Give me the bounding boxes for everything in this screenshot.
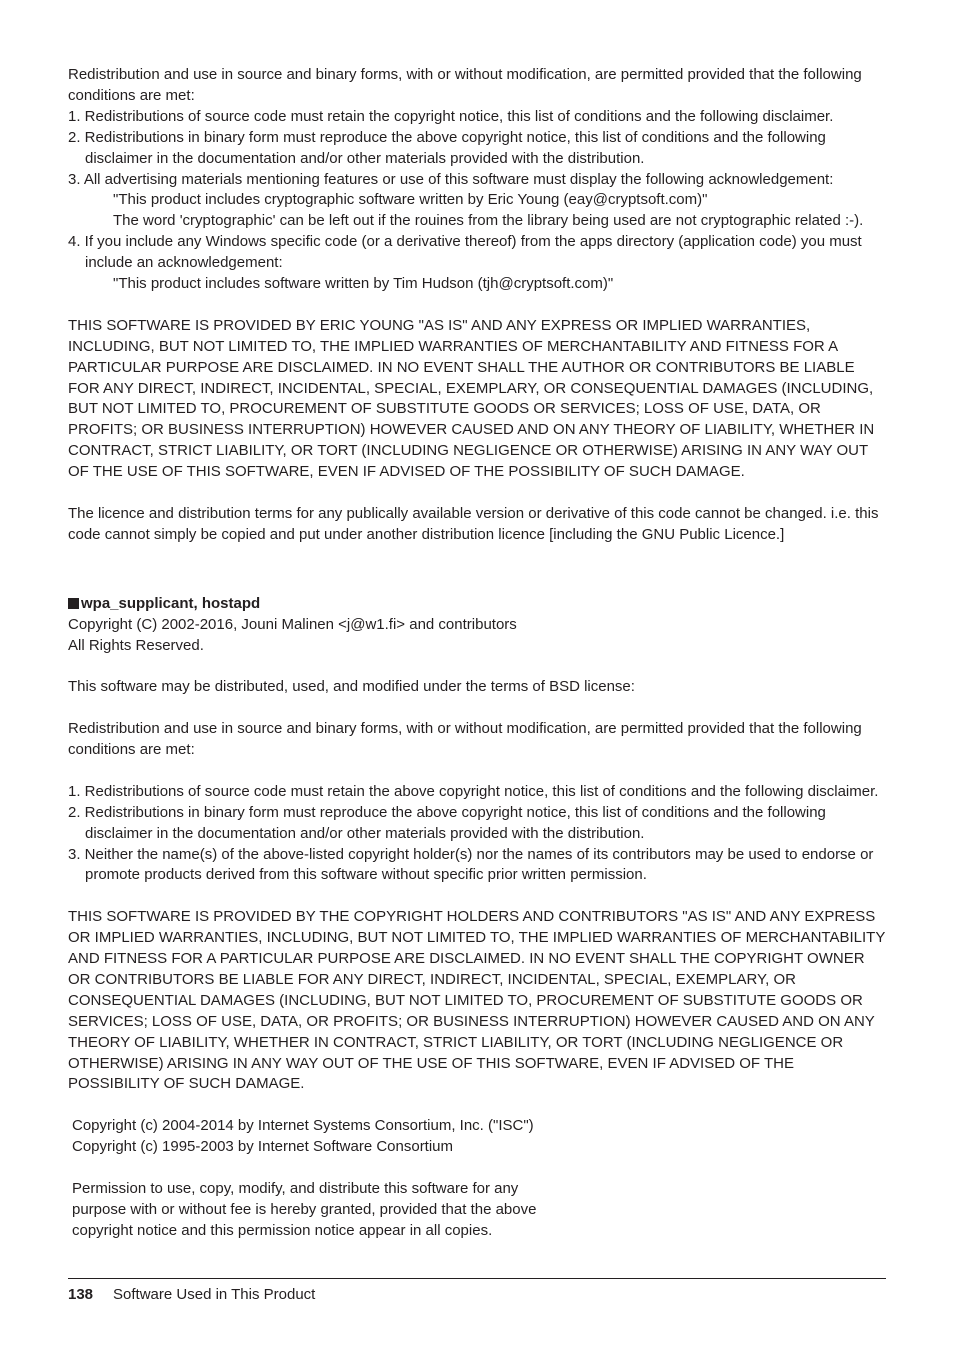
openssl-intro: Redistribution and use in source and binary forms, with or without modification, are permitted provided that the following conditions are met: xyxy=(68,66,862,104)
footer-section-title: Software Used in This Product xyxy=(113,1286,316,1303)
openssl-acknowledgement-tjh: "This product includes software written by Tim Hudson (tjh@cryptsoft.com)" xyxy=(113,275,614,293)
openssl-licence-note: The licence and distribution terms for any publically available version or derivative of this code cannot be changed. i.e. this code cannot simply be copied and put under another distribution licence [including the GNU Public Licence.] xyxy=(68,505,879,543)
section-heading-wpa xyxy=(68,593,888,615)
openssl-disclaimer: THIS SOFTWARE IS PROVIDED BY ERIC YOUNG "AS IS" AND ANY EXPRESS OR IMPLIED WARRANTIES, INCLUDING, BUT NOT LIMITED TO, THE IMPLIED WARRANTIES OF MERCHANTABILITY AND FITNESS FOR A PARTICULAR PURPOSE ARE DISCLAIMED. IN NO EVENT SHALL THE AUTHOR OR CONTRIBUTORS BE LIABLE FOR ANY DIRECT, INDIRECT, INCIDENTAL, SPECIAL, EXEMPLARY, OR CONSEQUENTIAL DAMAGES (INCLUDING, BUT NOT LIMITED TO, PROCUREMENT OF SUBSTITUTE GOODS OR SERVICES; LOSS OF USE, DATA, OR PROFITS; OR BUSINESS INTERRUPTION) HOWEVER CAUSED AND ON ANY THEORY OF LIABILITY, WHETHER IN CONTRACT, STRICT LIABILITY, OR TORT (INCLUDING NEGLIGENCE OR OTHERWISE) ARISING IN ANY WAY OUT OF THE USE OF THIS SOFTWARE, EVEN IF ADVISED OF THE POSSIBILITY OF SUCH DAMAGE. xyxy=(68,316,875,481)
isc-permission-line-3: copyright notice and this permission notice appear in all copies. xyxy=(72,1221,493,1239)
section-heading-text: wpa_supplicant, hostapd xyxy=(81,594,261,612)
openssl-condition-4: 4. If you include any Windows specific code (or a derivative thereof) from the apps directory (application code) you must include an acknowledgement: xyxy=(68,233,862,272)
openssl-condition-1: 1. Redistributions of source code must retain the copyright notice, this list of conditions and the following disclaimer. xyxy=(68,107,834,125)
openssl-acknowledgement-note: The word 'cryptographic' can be left out if the rouines from the library being used are not cryptographic related :-). xyxy=(113,212,864,230)
wpa-condition-3: 3. Neither the name(s) of the above-listed copyright holder(s) nor the names of its contributors may be used to endorse or promote products derived from this software without specific prior written permission. xyxy=(68,845,874,884)
page-footer xyxy=(68,1286,315,1303)
wpa-rights: All Rights Reserved. xyxy=(68,636,204,654)
wpa-condition-2: 2. Redistributions in binary form must reproduce the above copyright notice, this list of conditions and the following disclaimer in the documentation and/or other materials provided with the distribution. xyxy=(68,803,826,842)
isc-copyright-2: Copyright (c) 1995-2003 by Internet Software Consortium xyxy=(72,1138,454,1156)
wpa-copyright: Copyright (C) 2002-2016, Jouni Malinen <j@w1.fi> and contributors xyxy=(68,615,517,633)
openssl-acknowledgement-eay: "This product includes cryptographic software written by Eric Young (eay@cryptsoft.com)" xyxy=(113,191,708,209)
page-number: 138 xyxy=(68,1286,94,1303)
wpa-disclaimer: THIS SOFTWARE IS PROVIDED BY THE COPYRIGHT HOLDERS AND CONTRIBUTORS "AS IS" AND ANY EXPRESS OR IMPLIED WARRANTIES, INCLUDING, BUT NOT LIMITED TO, THE IMPLIED WARRANTIES OF MERCHANTABILITY AND FITNESS FOR A PARTICULAR PURPOSE ARE DISCLAIMED. IN NO EVENT SHALL THE COPYRIGHT OWNER OR CONTRIBUTORS BE LIABLE FOR ANY DIRECT, INDIRECT, INCIDENTAL, SPECIAL, EXEMPLARY, OR CONSEQUENTIAL DAMAGES (INCLUDING, BUT NOT LIMITED TO, PROCUREMENT OF SUBSTITUTE GOODS OR SERVICES; LOSS OF USE, DATA, OR PROFITS; OR BUSINESS INTERRUPTION) HOWEVER CAUSED AND ON ANY THEORY OF LIABILITY, WHETHER IN CONTRACT, STRICT LIABILITY, OR TORT (INCLUDING NEGLIGENCE OR OTHERWISE) ARISING IN ANY WAY OUT OF THE USE OF THIS SOFTWARE, EVEN IF ADVISED OF THE POSSIBILITY OF SUCH DAMAGE. xyxy=(68,908,886,1093)
wpa-license-line: This software may be distributed, used, and modified under the terms of BSD license: xyxy=(68,678,635,696)
isc-copyright-1: Copyright (c) 2004-2014 by Internet Systems Consortium, Inc. ("ISC") xyxy=(72,1117,534,1135)
isc-permission-line-2: purpose with or without fee is hereby granted, provided that the above xyxy=(72,1200,537,1218)
document-body xyxy=(68,65,888,1242)
square-bullet-icon xyxy=(68,598,79,609)
footer-divider xyxy=(68,1278,886,1279)
openssl-condition-3: 3. All advertising materials mentioning features or use of this software must display the following acknowledgement: xyxy=(68,170,834,188)
openssl-condition-2: 2. Redistributions in binary form must reproduce the above copyright notice, this list of conditions and the following disclaimer in the documentation and/or other materials provided with the distribution. xyxy=(68,128,826,167)
wpa-intro: Redistribution and use in source and binary forms, with or without modification, are permitted provided that the following conditions are met: xyxy=(68,720,862,758)
isc-permission-line-1: Permission to use, copy, modify, and distribute this software for any xyxy=(72,1179,519,1197)
wpa-condition-1: 1. Redistributions of source code must retain the above copyright notice, this list of conditions and the following disclaimer. xyxy=(68,782,879,800)
